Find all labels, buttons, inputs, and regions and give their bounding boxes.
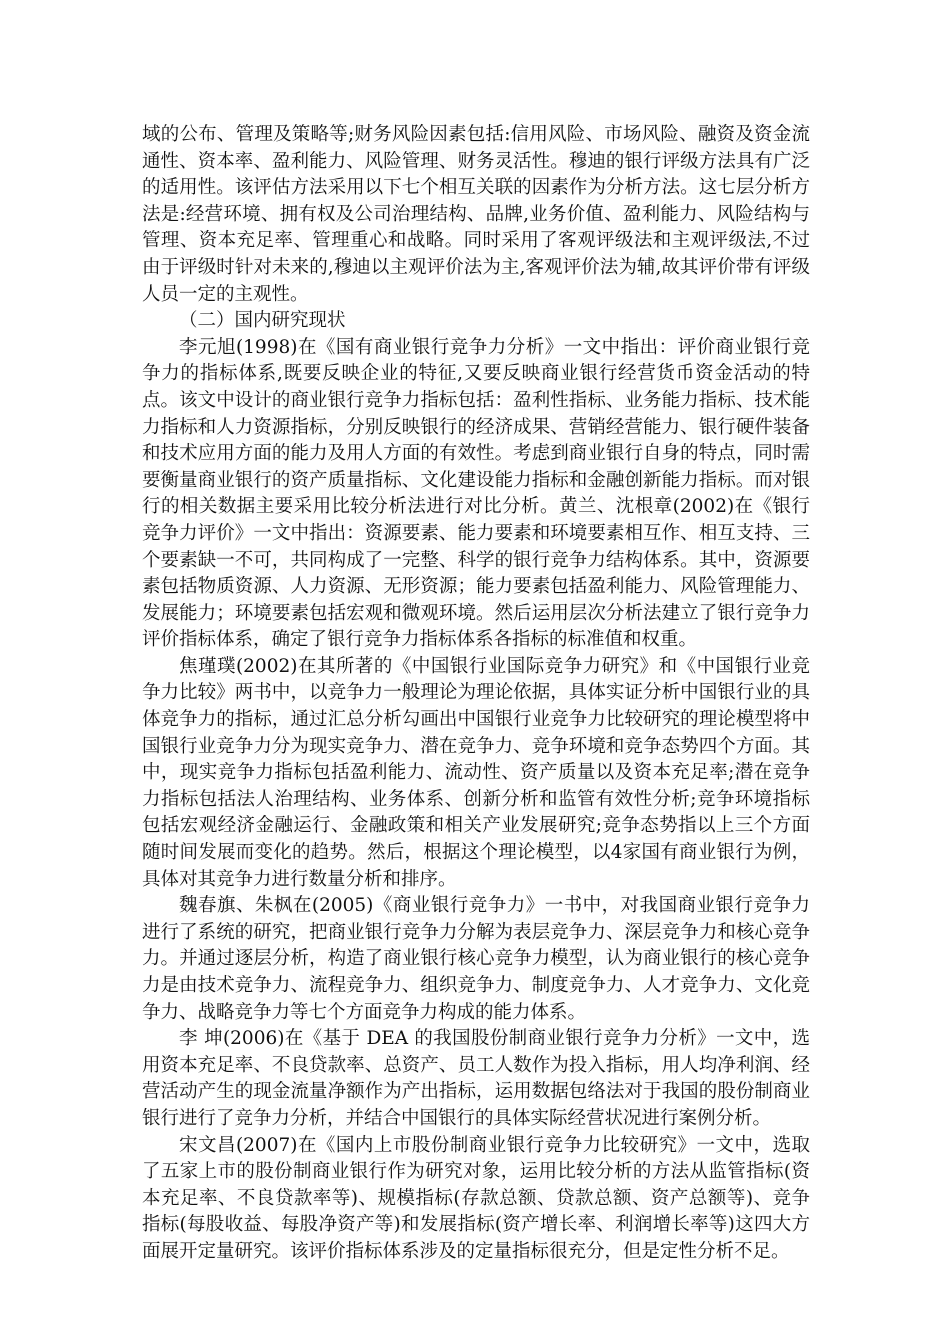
paragraph-song-wenchang: 宋文昌(2007)在《国内上市股份制商业银行竞争力比较研究》一文中，选取了五家上市的股份制商业银行作为研究对象，运用比较分析的方法从监管指标(资本充足率、不良贷款率等)、规模指标(存款总额、贷款总额、资产总额等)、竞争指标(每股收益、每股净资产等)和发展指标(资产增长率、利润增长率等)这四大方面展开定量研究。该评价指标体系涉及的定量指标很充分，但是定性分析不足。 — [142, 1134, 810, 1262]
paragraph-li-yuanxu: 李元旭(1998)在《国有商业银行竞争力分析》一文中指出：评价商业银行竞争力的指标体系,既要反映企业的特征,又要反映商业银行经营货币资金活动的特点。该文中设计的商业银行竞争力指标包括：盈利性指标、业务能力指标、技术能力指标和人力资源指标，分别反映银行的经济成果、营销经营能力、银行硬件装备和技术应用方面的能力及用人方面的有效性。考虑到商业银行自身的特点，同时需要衡量商业银行的资产质量指标、文化建设能力指标和金融创新能力指标。而对银行的相关数据主要采用比较分析法进行对比分析。黄兰、沈根章(2002)在《银行竞争力评价》一文中指出：资源要素、能力要素和环境要素相互作、相互支持、三个要素缺一不可，共同构成了一完整、科学的银行竞争力结构体系。其中，资源要素包括物质资源、人力资源、无形资源；能力要素包括盈利能力、风险管理能力、发展能力；环境要素包括宏观和微观环境。然后运用层次分析法建立了银行竞争力评价指标体系，确定了银行竞争力指标体系各指标的标准值和权重。 — [142, 336, 810, 651]
paragraph-continuation: 域的公布、管理及策略等;财务风险因素包括:信用风险、市场风险、融资及资金流通性、资本率、盈利能力、风险管理、财务灵活性。穆迪的银行评级方法具有广泛的适用性。该评估方法采用以下七个相互关联的因素作为分析方法。这七层分析方法是:经营环境、拥有权及公司治理结构、品牌,业务价值、盈利能力、风险结构与管理、资本充足率、管理重心和战略。同时采用了客观评级法和主观评级法,不过由于评级时针对未来的,穆迪以主观评价法为主,客观评价法为辅,故其评价带有评级人员一定的主观性。 — [142, 124, 810, 305]
section-heading: （二）国内研究现状 — [179, 310, 346, 332]
paragraph-wei-chunqi: 魏春旗、朱枫在(2005)《商业银行竞争力》一书中，对我国商业银行竞争力进行了系统的研究，把商业银行竞争力分解为表层竞争力、深层竞争力和核心竞争力。并通过逐层分析，构造了商业银行核心竞争力模型，认为商业银行的核心竞争力是由技术竞争力、流程竞争力、组织竞争力、制度竞争力、人才竞争力、文化竞争力、战略竞争力等七个方面竞争力构成的能力体系。 — [142, 895, 810, 1023]
document-body — [142, 122, 810, 1266]
paragraph-li-kun: 李 坤(2006)在《基于 DEA 的我国股份制商业银行竞争力分析》一文中，选用资本充足率、不良贷款率、总资产、员工人数作为投入指标，用人均净利润、经营活动产生的现金流量净额作为产出指标，运用数据包络法对于我国的股份制商业银行进行了竞争力分析，并结合中国银行的具体实际经营状况进行案例分析。 — [142, 1028, 810, 1129]
paragraph-jiao-jinpu: 焦瑾璞(2002)在其所著的《中国银行业国际竞争力研究》和《中国银行业竞争力比较》两书中，以竞争力一般理论为理论依据，具体实证分析中国银行业的具体竞争力的指标，通过汇总分析勾画出中国银行业竞争力比较研究的理论模型将中国银行业竞争力分为现实竞争力、潜在竞争力、竞争环境和竞争态势四个方面。其中，现实竞争力指标包括盈利能力、流动性、资产质量以及资本充足率;潜在竞争力指标包括法人治理结构、业务体系、创新分析和监管有效性分析;竞争环境指标包括宏观经济金融运行、金融政策和相关产业发展研究;竞争态势指以上三个方面随时间发展而变化的趋势。然后，根据这个理论模型，以4家国有商业银行为例，具体对其竞争力进行数量分析和排序。 — [142, 655, 810, 890]
